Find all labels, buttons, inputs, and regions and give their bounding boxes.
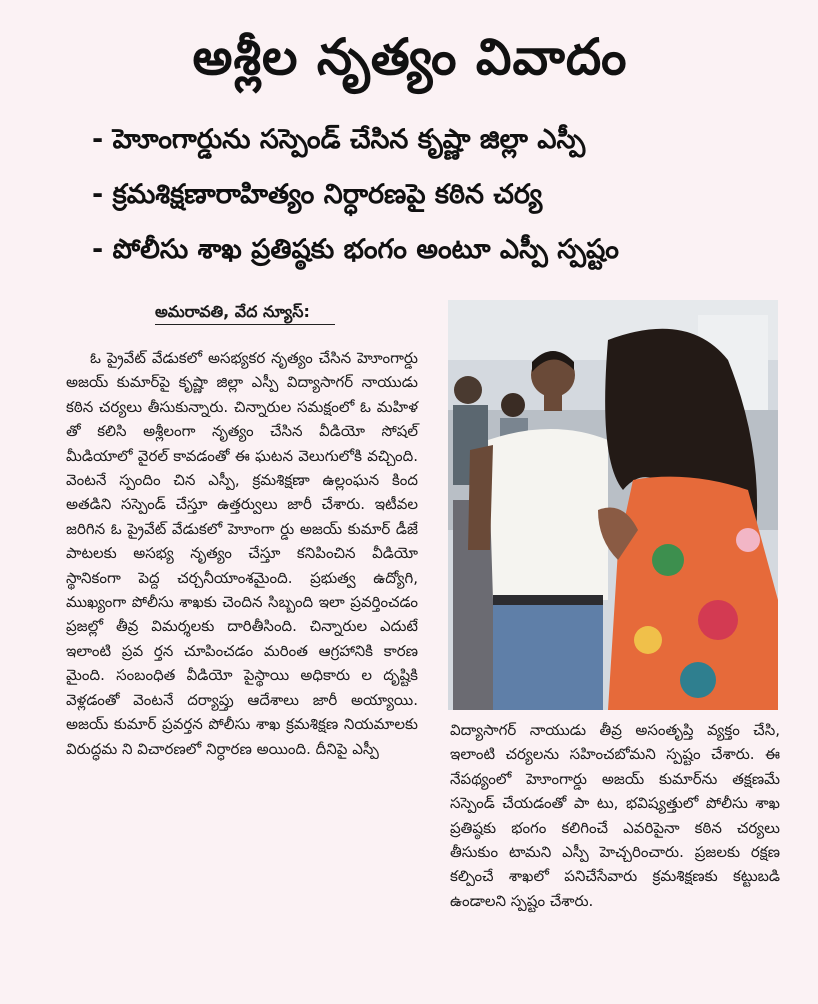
news-photo xyxy=(448,300,778,710)
article-body-right-column xyxy=(450,718,780,913)
article-text-left: ఓ ప్రైవేట్ వేడుకలో అసభ్యకర నృత్యం చేసిన హెూంగార్డు అజయ్ కుమార్‌పై కృష్ణా జిల్లా ఎస్పీ విద్యాసాగర్ నాయుడు కఠిన చర్యలు తీసుకున్నారు. చిన్నారుల సమక్షంలో ఓ మహిళ తో కలిసి అశ్లీలంగా నృత్యం చేసిన వీడియో సోషల్ మీడియాలో వైరల్ కావడంతో ఈ ఘటన వెలుగులోకి వచ్చింది. వెంటనే స్పందిం చిన ఎస్పీ, క్రమశిక్షణా ఉల్లంఘన కింద అతడిని సస్పెండ్ చేస్తూ ఉత్తర్వులు జారీ చేశారు. ఇటీవల జరిగిన ఓ ప్రైవేట్ వేడుకలో హెూంగా ర్డు అజయ్ కుమార్ డీజే పాటలకు అసభ్య నృత్యం చేస్తూ కనిపించిన వీడియో స్థానికంగా పెద్ద చర్చనీయాంశమైంది. ప్రభుత్వ ఉద్యోగి, ముఖ్యంగా పోలీసు శాఖకు చెందిన సిబ్బంది ఇలా ప్రవర్తించడం ప్రజల్లో తీవ్ర విమర్శలకు దారితీసింది. చిన్నారుల ఎదుటే ఇలాంటి ప్రవ ర్తన చూపించడం మరింత ఆగ్రహానికి కారణ మైంది. సంబంధిత వీడియో పైస్థాయి అధికారు ల దృష్టికి వెళ్లడంతో వెంటనే దర్యాప్తు ఆదేశాలు జారీ అయ్యాయి. అజయ్ కుమార్ ప్రవర్తన పోలీసు శాఖ క్రమశిక్షణ నియమాలకు విరుద్ధమ ని విచారణలో నిర్ధారణ అయింది. దీనిపై ఎస్పీ xyxy=(66,349,418,758)
article-text-right: విద్యాసాగర్ నాయుడు తీవ్ర అసంతృప్తి వ్యక్తం చేసి, ఇలాంటి చర్యలను సహించబోమని స్పష్టం చేశారు. ఈ నేపథ్యంలో హెూంగార్డు అజయ్ కుమార్‌ను తక్షణమే సస్పెండ్ చేయడంతో పా టు, భవిష్యత్తులో పోలీసు శాఖ ప్రతిష్ఠకు భంగం కలిగించే ఎవరిపైనా కఠిన చర్యలు తీసుకుం టామని ఎస్పీ హెచ్చరించారు. ప్రజలకు రక్షణ కల్పించే శాఖలో పనిచేసేవారు క్రమశిక్షణకు కట్టుబడి ఉండాలని స్పష్టం చేశారు. xyxy=(450,721,780,910)
dateline: అమరావతి, వేద న్యూస్: xyxy=(155,300,335,325)
headline: అశ్లీల నృత్యం వివాదం xyxy=(192,28,628,86)
subheading-3: - పోలీసు శాఖ ప్రతిష్ఠకు భంగం అంటూ ఎస్పీ స్పష్టం xyxy=(92,234,619,265)
article-body-left-column xyxy=(66,346,418,761)
subheading-2: - క్రమశిక్షణారాహిత్యం నిర్ధారణపై కఠిన చర్య xyxy=(92,179,543,210)
subheading-1: - హెూంగార్డును సస్పెండ్ చేసిన కృష్ణా జిల్లా ఎస్పీ xyxy=(92,124,586,155)
news-photo-illustration xyxy=(448,300,778,710)
subheadings xyxy=(92,112,782,277)
